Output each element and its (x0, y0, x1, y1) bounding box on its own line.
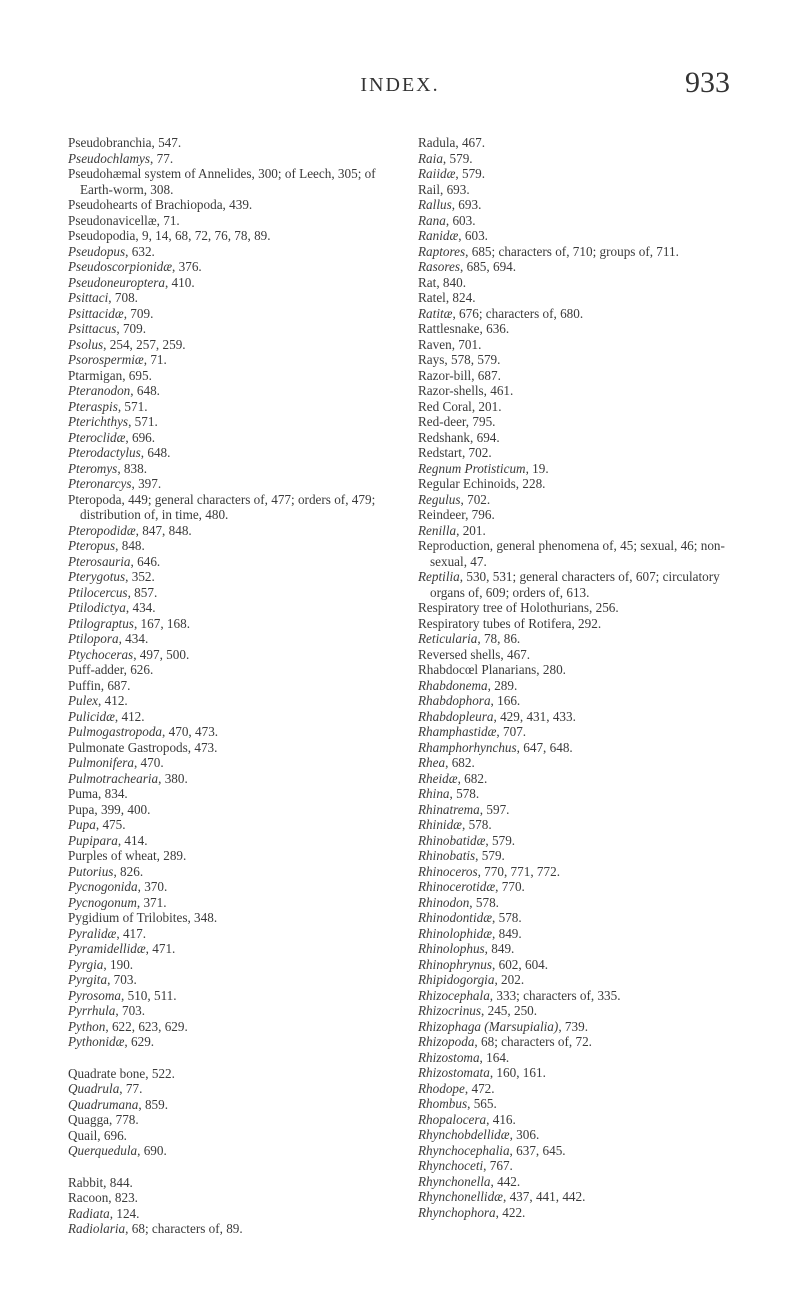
index-entry: Psittaci, 708. (68, 290, 138, 305)
index-entry: Radiata, 124. (68, 1205, 140, 1221)
index-entry: Pygidium of Trilobites, 348. (68, 910, 218, 925)
index-entry: Pteroclidæ, 696. (68, 429, 156, 445)
index-entry: Renilla, 201. (418, 522, 486, 538)
index-entry: Quadrumana, 859. (68, 1096, 169, 1112)
index-entry: Psittacus, 709. (68, 321, 147, 336)
index-column-left (68, 135, 398, 1237)
index-entry: Rhizostoma, 164. (418, 1049, 510, 1065)
index-entry: Rabbit, 844. (68, 1174, 133, 1190)
index-entry: Reptilia, 530, 531; general characters of, 607; circulatory organs of, 609; orders of, 613. (418, 569, 720, 600)
index-entry: Pseudohæmal system of Annelides, 300; of Leech, 305; of Earth-worm, 308. (68, 166, 376, 197)
index-entry: Pteropoda, 449; general characters of, 477; orders of, 479; distribution of, in time, 480. (68, 491, 376, 522)
index-entry: Regulus, 702. (418, 491, 491, 507)
index-entry: Reindeer, 796. (418, 507, 495, 522)
index-entry: Rasores, 685, 694. (418, 259, 517, 274)
index-entry: Pseudopus, 632. (68, 243, 155, 259)
index-entry: Rhopalocera, 416. (418, 1111, 516, 1127)
index-entry: Rhynchonella, 442. (418, 1173, 521, 1189)
index-entry: Rhizophaga (Marsupialia), 739. (418, 1018, 588, 1034)
index-entry: Rays, 578, 579. (418, 352, 501, 367)
index-entry: Pyrosoma, 510, 511. (68, 987, 177, 1003)
index-entry: Quadrate bone, 522. (68, 1065, 175, 1081)
index-entry: Rhynchonellidæ, 437, 441, 442. (418, 1189, 586, 1204)
index-entry: Respiratory tubes of Rotifera, 292. (418, 615, 602, 631)
index-entry: Pulmonate Gastropods, 473. (68, 739, 218, 755)
index-entry: Psolus, 254, 257, 259. (68, 336, 186, 352)
index-entry: Rhinophrynus, 602, 604. (418, 956, 549, 972)
index-entry: Razor-shells, 461. (418, 383, 514, 398)
index-entry: Rhizostomata, 160, 161. (418, 1065, 546, 1080)
index-entry: Pseudonavicellæ, 71. (68, 212, 180, 228)
index-entry: Puffin, 687. (68, 677, 131, 693)
index-entry: Pteraspis, 571. (68, 398, 148, 414)
index-entry: Radiolaria, 68; characters of, 89. (68, 1221, 243, 1236)
index-entry: Pteranodon, 648. (68, 383, 160, 398)
index-entry: Puff-adder, 626. (68, 662, 154, 677)
index-entry: Rhinobatis, 579. (418, 848, 505, 863)
section-gap (68, 1050, 398, 1066)
index-entry: Raia, 579. (418, 150, 473, 166)
index-entry: Python, 622, 623, 629. (68, 1018, 188, 1034)
index-entry: Rhinatrema, 597. (418, 801, 510, 817)
index-entry: Rhinocerotidæ, 770. (418, 879, 525, 894)
index-entry: Ptilopora, 434. (68, 631, 149, 646)
index-entry: Pseudobranchia, 547. (68, 135, 182, 150)
index-entry: Ratel, 824. (418, 290, 476, 305)
index-entry: Rattlesnake, 636. (418, 321, 510, 336)
index-entry: Quail, 696. (68, 1127, 127, 1143)
index-entry: Pterodactylus, 648. (68, 445, 171, 460)
index-entry: Rheidæ, 682. (418, 770, 488, 786)
index-entry: Pythonidæ, 629. (68, 1034, 155, 1049)
index-entry: Red-deer, 795. (418, 414, 496, 429)
index-entry: Pyrgita, 703. (68, 972, 137, 987)
page-header (0, 66, 800, 110)
index-entry: Rhabdocœl Planarians, 280. (418, 662, 566, 677)
index-entry: Redshank, 694. (418, 429, 500, 445)
index-entry: Radula, 467. (418, 135, 486, 150)
index-entry: Quadrula, 77. (68, 1081, 143, 1096)
index-entry: Razor-bill, 687. (418, 367, 501, 383)
index-entry: Rat, 840. (418, 274, 466, 290)
index-column-right (418, 135, 753, 1220)
index-entry: Ptilograptus, 167, 168. (68, 615, 190, 631)
index-entry: Rail, 693. (418, 181, 470, 197)
index-entry: Reticularia, 78, 86. (418, 631, 521, 646)
page-number: 933 (685, 66, 730, 99)
index-entry: Pulmonifera, 470. (68, 755, 164, 770)
index-entry: Rhabdonema, 289. (418, 677, 518, 693)
index-entry: Rhabdophora, 166. (418, 693, 521, 708)
index-entry: Regnum Protisticum, 19. (418, 460, 549, 476)
index-entry: Pteronarcys, 397. (68, 476, 162, 491)
page-title: INDEX. (360, 74, 440, 96)
index-entry: Rhizopoda, 68; characters of, 72. (418, 1034, 592, 1049)
index-entry: Rhinoceros, 770, 771, 772. (418, 863, 560, 879)
index-entry: Pyralidæ, 417. (68, 925, 147, 941)
index-entry: Pulmogastropoda, 470, 473. (68, 724, 219, 739)
index-entry: Pulex, 412. (68, 693, 128, 708)
index-entry: Rhinodon, 578. (418, 894, 499, 910)
index-entry: Rhynchobdellidæ, 306. (418, 1127, 540, 1142)
index-entry: Rallus, 693. (418, 197, 482, 212)
index-entry: Pteromys, 838. (68, 460, 147, 476)
index-entry: Rana, 603. (418, 212, 476, 228)
index-entry: Rhizocrinus, 245, 250. (418, 1003, 538, 1018)
index-entry: Rhombus, 565. (418, 1096, 497, 1111)
index-entry: Rhodope, 472. (418, 1080, 495, 1096)
index-entry: Rhamphorhynchus, 647, 648. (418, 739, 573, 755)
index-entry: Raiidæ, 579. (418, 166, 486, 181)
index-entry: Querquedula, 690. (68, 1143, 167, 1158)
index-entry: Redstart, 702. (418, 445, 492, 460)
index-entry: Rhizocephala, 333; characters of, 335. (418, 987, 621, 1003)
index-entry: Ptilocercus, 857. (68, 584, 158, 600)
index-entry: Racoon, 823. (68, 1190, 138, 1205)
index-entry: Rhynchoceti, 767. (418, 1158, 513, 1173)
index-entry: Pseudopodia, 9, 14, 68, 72, 76, 78, 89. (68, 228, 271, 243)
section-gap (68, 1159, 398, 1175)
index-entry: Putorius, 826. (68, 863, 144, 879)
index-entry: Psittacidæ, 709. (68, 305, 154, 321)
index-entry: Pyrgia, 190. (68, 956, 134, 972)
index-entry: Pycnogonida, 370. (68, 879, 168, 894)
index-entry: Pupipara, 414. (68, 832, 148, 848)
index-entry: Rhina, 578. (418, 786, 480, 801)
index-entry: Rhea, 682. (418, 755, 475, 770)
index-entry: Pulicidæ, 412. (68, 708, 145, 724)
index-entry: Purples of wheat, 289. (68, 848, 187, 863)
index-entry: Rhynchophora, 422. (418, 1204, 526, 1220)
index-entry: Rhinolophus, 849. (418, 941, 515, 956)
index-entry: Pupa, 475. (68, 817, 126, 832)
index-entry: Respiratory tree of Holothurians, 256. (418, 600, 619, 615)
index-entry: Rhynchocephalia, 637, 645. (418, 1142, 566, 1158)
index-entry: Pseudochlamys, 77. (68, 150, 174, 166)
index-entry: Pulmotrachearia, 380. (68, 770, 188, 786)
index-entry: Pterichthys, 571. (68, 414, 158, 429)
index-entry: Pteropodidæ, 847, 848. (68, 522, 192, 538)
index-entry: Pyrrhula, 703. (68, 1003, 146, 1018)
index-entry: Pteropus, 848. (68, 538, 145, 553)
index-entry: Quagga, 778. (68, 1112, 139, 1127)
index-entry: Rhabdopleura, 429, 431, 433. (418, 708, 576, 724)
index-entry: Rhipidogorgia, 202. (418, 972, 525, 987)
index-entry: Rhinolophidæ, 849. (418, 925, 522, 941)
index-entry: Pseudohearts of Brachiopoda, 439. (68, 197, 253, 212)
index-entry: Pyramidellidæ, 471. (68, 941, 176, 956)
index-entry: Rhinidæ, 578. (418, 817, 492, 832)
index-entry: Pycnogonum, 371. (68, 894, 167, 910)
index-entry: Rhinobatidæ, 579. (418, 832, 516, 848)
index-entry: Ranidæ, 603. (418, 228, 488, 243)
index-entry: Ptarmigan, 695. (68, 367, 152, 383)
index-entry: Ratitæ, 676; characters of, 680. (418, 305, 584, 321)
index-entry: Psorospermiæ, 71. (68, 352, 167, 367)
index-entry: Pseudoscorpionidæ, 376. (68, 259, 202, 274)
index-entry: Ptychoceras, 497, 500. (68, 646, 190, 662)
index-entry: Pterosauria, 646. (68, 553, 161, 569)
index-entry: Reversed shells, 467. (418, 646, 531, 662)
index-entry: Regular Echinoids, 228. (418, 476, 546, 491)
index-entry: Reproduction, general phenomena of, 45; sexual, 46; non-sexual, 47. (418, 538, 725, 569)
index-entry: Raptores, 685; characters of, 710; groups of, 711. (418, 243, 679, 259)
index-entry: Pupa, 399, 400. (68, 801, 151, 817)
index-entry: Rhamphastidæ, 707. (418, 724, 527, 739)
index-entry: Pterygotus, 352. (68, 569, 155, 584)
index-entry: Rhinodontidæ, 578. (418, 910, 522, 925)
index-entry: Ptilodictya, 434. (68, 600, 156, 615)
index-entry: Red Coral, 201. (418, 398, 502, 414)
index-entry: Puma, 834. (68, 786, 128, 801)
index-entry: Pseudoneuroptera, 410. (68, 274, 195, 290)
index-entry: Raven, 701. (418, 336, 482, 352)
